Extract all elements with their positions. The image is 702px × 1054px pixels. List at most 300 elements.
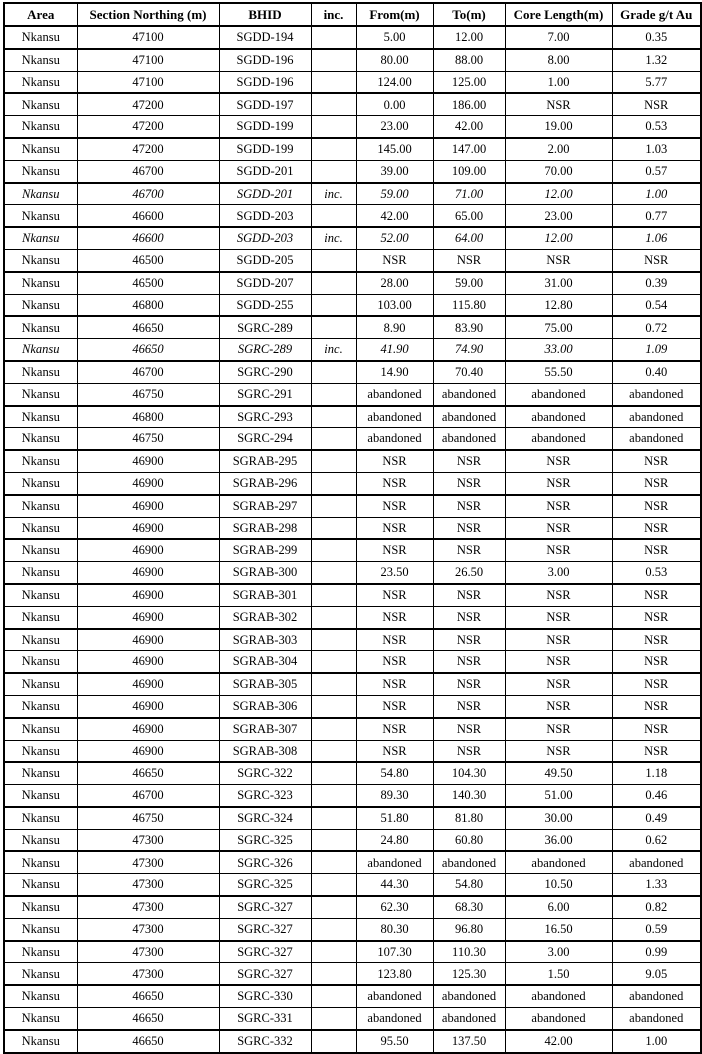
cell-bhid: SGRAB-307 [219, 718, 311, 740]
cell-from: 39.00 [356, 160, 433, 182]
cell-grade: 5.77 [612, 71, 701, 93]
cell-inc [311, 740, 356, 762]
table-row [4, 918, 701, 940]
cell-from: 28.00 [356, 272, 433, 294]
cell-inc [311, 851, 356, 873]
cell-from: 123.80 [356, 963, 433, 985]
cell-northing: 46650 [77, 1030, 219, 1053]
cell-from: 42.00 [356, 205, 433, 227]
cell-inc [311, 495, 356, 517]
cell-inc [311, 918, 356, 940]
cell-to: NSR [433, 472, 505, 494]
cell-area: Nkansu [4, 762, 77, 784]
cell-bhid: SGDD-207 [219, 272, 311, 294]
cell-bhid: SGRAB-300 [219, 562, 311, 584]
cell-northing: 46500 [77, 272, 219, 294]
cell-to: 96.80 [433, 918, 505, 940]
cell-inc [311, 316, 356, 338]
cell-core_length: NSR [505, 606, 612, 628]
table-row [4, 450, 701, 472]
cell-from: 8.90 [356, 316, 433, 338]
cell-bhid: SGRAB-301 [219, 584, 311, 606]
cell-to: abandoned [433, 428, 505, 450]
cell-inc [311, 651, 356, 673]
cell-area: Nkansu [4, 316, 77, 338]
cell-northing: 46700 [77, 361, 219, 383]
cell-inc [311, 272, 356, 294]
cell-northing: 46600 [77, 205, 219, 227]
cell-from: NSR [356, 629, 433, 651]
cell-northing: 46800 [77, 406, 219, 428]
cell-inc [311, 71, 356, 93]
cell-inc [311, 539, 356, 561]
cell-grade: 0.39 [612, 272, 701, 294]
cell-grade: 0.82 [612, 896, 701, 918]
cell-core_length: 70.00 [505, 160, 612, 182]
cell-to: 70.40 [433, 361, 505, 383]
cell-to: NSR [433, 740, 505, 762]
cell-to: 26.50 [433, 562, 505, 584]
cell-northing: 47300 [77, 896, 219, 918]
cell-grade: NSR [612, 740, 701, 762]
cell-inc [311, 138, 356, 160]
cell-inc [311, 562, 356, 584]
cell-to: 83.90 [433, 316, 505, 338]
cell-core_length: 12.00 [505, 227, 612, 249]
cell-northing: 46900 [77, 629, 219, 651]
table-row [4, 785, 701, 807]
cell-to: 125.00 [433, 71, 505, 93]
cell-grade: 1.18 [612, 762, 701, 784]
cell-bhid: SGRAB-304 [219, 651, 311, 673]
cell-from: NSR [356, 651, 433, 673]
cell-to: 109.00 [433, 160, 505, 182]
cell-core_length: NSR [505, 472, 612, 494]
cell-inc [311, 584, 356, 606]
cell-from: 44.30 [356, 874, 433, 896]
cell-core_length: 7.00 [505, 26, 612, 49]
cell-grade: NSR [612, 517, 701, 539]
cell-core_length: 33.00 [505, 339, 612, 361]
cell-core_length: NSR [505, 93, 612, 115]
cell-from: 14.90 [356, 361, 433, 383]
cell-northing: 46750 [77, 428, 219, 450]
table-row [4, 673, 701, 695]
cell-to: NSR [433, 695, 505, 717]
cell-northing: 47100 [77, 71, 219, 93]
cell-from: abandoned [356, 406, 433, 428]
cell-to: NSR [433, 450, 505, 472]
table-row [4, 361, 701, 383]
cell-grade: 1.09 [612, 339, 701, 361]
cell-area: Nkansu [4, 1030, 77, 1053]
cell-to: abandoned [433, 851, 505, 873]
cell-northing: 47300 [77, 829, 219, 851]
cell-area: Nkansu [4, 629, 77, 651]
cell-area: Nkansu [4, 851, 77, 873]
cell-bhid: SGRC-330 [219, 985, 311, 1007]
cell-grade: 1.33 [612, 874, 701, 896]
cell-area: Nkansu [4, 896, 77, 918]
cell-inc [311, 874, 356, 896]
cell-northing: 46650 [77, 762, 219, 784]
cell-grade: 0.53 [612, 562, 701, 584]
cell-northing: 46750 [77, 383, 219, 405]
cell-from: 89.30 [356, 785, 433, 807]
cell-bhid: SGRC-322 [219, 762, 311, 784]
cell-to: NSR [433, 629, 505, 651]
cell-area: Nkansu [4, 829, 77, 851]
cell-to: 81.80 [433, 807, 505, 829]
cell-inc [311, 26, 356, 49]
cell-northing: 46900 [77, 539, 219, 561]
cell-grade: abandoned [612, 428, 701, 450]
cell-core_length: 3.00 [505, 941, 612, 963]
cell-from: 41.90 [356, 339, 433, 361]
cell-grade: 0.62 [612, 829, 701, 851]
table-row [4, 383, 701, 405]
cell-bhid: SGRC-327 [219, 941, 311, 963]
table-row [4, 49, 701, 71]
cell-to: 137.50 [433, 1030, 505, 1053]
cell-bhid: SGDD-201 [219, 160, 311, 182]
cell-area: Nkansu [4, 227, 77, 249]
cell-northing: 47100 [77, 26, 219, 49]
cell-core_length: 75.00 [505, 316, 612, 338]
table-row [4, 807, 701, 829]
cell-grade: NSR [612, 651, 701, 673]
cell-core_length: NSR [505, 495, 612, 517]
table-row [4, 562, 701, 584]
cell-area: Nkansu [4, 985, 77, 1007]
table-row [4, 183, 701, 205]
table-header [4, 3, 701, 26]
cell-bhid: SGRC-323 [219, 785, 311, 807]
cell-inc [311, 294, 356, 316]
table-row [4, 539, 701, 561]
cell-core_length: NSR [505, 450, 612, 472]
cell-to: abandoned [433, 406, 505, 428]
cell-bhid: SGRAB-303 [219, 629, 311, 651]
cell-grade: 1.32 [612, 49, 701, 71]
cell-core_length: abandoned [505, 985, 612, 1007]
cell-northing: 46650 [77, 316, 219, 338]
cell-area: Nkansu [4, 26, 77, 49]
cell-northing: 46900 [77, 517, 219, 539]
cell-bhid: SGRAB-296 [219, 472, 311, 494]
cell-to: NSR [433, 539, 505, 561]
cell-area: Nkansu [4, 361, 77, 383]
cell-bhid: SGDD-255 [219, 294, 311, 316]
cell-grade: 0.99 [612, 941, 701, 963]
cell-to: 42.00 [433, 116, 505, 138]
cell-area: Nkansu [4, 138, 77, 160]
cell-inc [311, 517, 356, 539]
table-row [4, 941, 701, 963]
cell-grade: NSR [612, 584, 701, 606]
cell-core_length: abandoned [505, 406, 612, 428]
table-row [4, 272, 701, 294]
cell-inc [311, 450, 356, 472]
cell-area: Nkansu [4, 49, 77, 71]
table-row [4, 428, 701, 450]
table-row [4, 851, 701, 873]
cell-bhid: SGRC-332 [219, 1030, 311, 1053]
cell-bhid: SGDD-199 [219, 116, 311, 138]
cell-from: NSR [356, 539, 433, 561]
cell-area: Nkansu [4, 517, 77, 539]
cell-inc [311, 406, 356, 428]
cell-inc [311, 383, 356, 405]
cell-grade: 1.00 [612, 183, 701, 205]
cell-grade: abandoned [612, 1008, 701, 1030]
cell-northing: 46700 [77, 785, 219, 807]
cell-northing: 46700 [77, 183, 219, 205]
cell-to: abandoned [433, 383, 505, 405]
cell-bhid: SGRAB-295 [219, 450, 311, 472]
cell-from: 52.00 [356, 227, 433, 249]
table-row [4, 1030, 701, 1053]
cell-inc [311, 718, 356, 740]
table-row [4, 316, 701, 338]
cell-from: 103.00 [356, 294, 433, 316]
cell-inc [311, 985, 356, 1007]
cell-inc [311, 963, 356, 985]
cell-bhid: SGRAB-306 [219, 695, 311, 717]
cell-grade: NSR [612, 249, 701, 271]
cell-bhid: SGDD-196 [219, 49, 311, 71]
cell-area: Nkansu [4, 71, 77, 93]
cell-northing: 46900 [77, 606, 219, 628]
cell-from: abandoned [356, 851, 433, 873]
table-header-row [4, 3, 701, 26]
cell-inc [311, 807, 356, 829]
cell-bhid: SGDD-201 [219, 183, 311, 205]
table-row [4, 762, 701, 784]
cell-northing: 46750 [77, 807, 219, 829]
cell-bhid: SGRAB-305 [219, 673, 311, 695]
cell-grade: 1.03 [612, 138, 701, 160]
cell-northing: 46900 [77, 740, 219, 762]
cell-from: 107.30 [356, 941, 433, 963]
cell-to: NSR [433, 249, 505, 271]
cell-grade: 0.54 [612, 294, 701, 316]
column-header-inc: inc. [311, 3, 356, 26]
cell-inc [311, 160, 356, 182]
cell-northing: 46650 [77, 985, 219, 1007]
cell-northing: 47300 [77, 963, 219, 985]
cell-core_length: NSR [505, 584, 612, 606]
cell-core_length: abandoned [505, 1008, 612, 1030]
cell-core_length: 49.50 [505, 762, 612, 784]
table-row [4, 294, 701, 316]
cell-bhid: SGRC-291 [219, 383, 311, 405]
table-row [4, 985, 701, 1007]
cell-to: 104.30 [433, 762, 505, 784]
cell-to: 65.00 [433, 205, 505, 227]
table-row [4, 829, 701, 851]
cell-inc [311, 762, 356, 784]
cell-area: Nkansu [4, 450, 77, 472]
cell-northing: 46700 [77, 160, 219, 182]
cell-grade: 0.40 [612, 361, 701, 383]
cell-core_length: 55.50 [505, 361, 612, 383]
cell-core_length: 3.00 [505, 562, 612, 584]
cell-core_length: abandoned [505, 428, 612, 450]
table-row [4, 517, 701, 539]
cell-northing: 46900 [77, 584, 219, 606]
cell-inc [311, 428, 356, 450]
cell-inc [311, 629, 356, 651]
cell-grade: 1.06 [612, 227, 701, 249]
cell-from: 23.00 [356, 116, 433, 138]
cell-inc [311, 1030, 356, 1053]
cell-area: Nkansu [4, 272, 77, 294]
cell-to: 12.00 [433, 26, 505, 49]
cell-to: 71.00 [433, 183, 505, 205]
cell-northing: 46900 [77, 673, 219, 695]
cell-core_length: 23.00 [505, 205, 612, 227]
drill-results-table [3, 2, 702, 1054]
cell-from: abandoned [356, 383, 433, 405]
table-row [4, 249, 701, 271]
cell-northing: 47200 [77, 93, 219, 115]
cell-grade: 1.00 [612, 1030, 701, 1053]
cell-area: Nkansu [4, 428, 77, 450]
cell-bhid: SGRAB-298 [219, 517, 311, 539]
cell-inc [311, 941, 356, 963]
cell-bhid: SGDD-203 [219, 227, 311, 249]
cell-grade: 0.77 [612, 205, 701, 227]
cell-core_length: NSR [505, 673, 612, 695]
cell-from: NSR [356, 673, 433, 695]
cell-northing: 47200 [77, 116, 219, 138]
cell-grade: 0.35 [612, 26, 701, 49]
cell-from: 145.00 [356, 138, 433, 160]
cell-grade: NSR [612, 718, 701, 740]
cell-bhid: SGDD-196 [219, 71, 311, 93]
column-header-northing: Section Northing (m) [77, 3, 219, 26]
cell-inc [311, 116, 356, 138]
cell-area: Nkansu [4, 785, 77, 807]
cell-northing: 46900 [77, 695, 219, 717]
cell-grade: abandoned [612, 851, 701, 873]
cell-area: Nkansu [4, 584, 77, 606]
cell-to: NSR [433, 651, 505, 673]
cell-core_length: 2.00 [505, 138, 612, 160]
cell-grade: NSR [612, 472, 701, 494]
cell-to: 115.80 [433, 294, 505, 316]
table-row [4, 963, 701, 985]
cell-core_length: 42.00 [505, 1030, 612, 1053]
table-row [4, 896, 701, 918]
cell-from: 24.80 [356, 829, 433, 851]
cell-to: NSR [433, 606, 505, 628]
cell-bhid: SGRC-293 [219, 406, 311, 428]
cell-core_length: NSR [505, 249, 612, 271]
table-body [4, 26, 701, 1053]
cell-to: 88.00 [433, 49, 505, 71]
cell-core_length: 16.50 [505, 918, 612, 940]
cell-to: NSR [433, 495, 505, 517]
cell-from: 62.30 [356, 896, 433, 918]
cell-from: abandoned [356, 985, 433, 1007]
cell-area: Nkansu [4, 874, 77, 896]
table-row [4, 651, 701, 673]
cell-from: abandoned [356, 428, 433, 450]
table-row [4, 874, 701, 896]
cell-core_length: NSR [505, 651, 612, 673]
cell-to: 74.90 [433, 339, 505, 361]
cell-to: 54.80 [433, 874, 505, 896]
cell-grade: 0.53 [612, 116, 701, 138]
cell-grade: 0.72 [612, 316, 701, 338]
cell-from: NSR [356, 249, 433, 271]
cell-core_length: 36.00 [505, 829, 612, 851]
cell-from: NSR [356, 718, 433, 740]
table-row [4, 339, 701, 361]
cell-area: Nkansu [4, 941, 77, 963]
cell-to: 125.30 [433, 963, 505, 985]
cell-core_length: abandoned [505, 383, 612, 405]
cell-area: Nkansu [4, 249, 77, 271]
column-header-bhid: BHID [219, 3, 311, 26]
cell-from: 124.00 [356, 71, 433, 93]
cell-inc [311, 829, 356, 851]
cell-inc [311, 93, 356, 115]
cell-area: Nkansu [4, 294, 77, 316]
cell-core_length: 12.00 [505, 183, 612, 205]
cell-from: NSR [356, 517, 433, 539]
cell-bhid: SGDD-194 [219, 26, 311, 49]
cell-grade: abandoned [612, 406, 701, 428]
cell-northing: 46800 [77, 294, 219, 316]
cell-from: NSR [356, 606, 433, 628]
cell-bhid: SGRC-289 [219, 316, 311, 338]
cell-area: Nkansu [4, 562, 77, 584]
cell-area: Nkansu [4, 673, 77, 695]
cell-from: NSR [356, 495, 433, 517]
cell-area: Nkansu [4, 495, 77, 517]
cell-northing: 47300 [77, 918, 219, 940]
cell-from: NSR [356, 472, 433, 494]
cell-inc [311, 1008, 356, 1030]
cell-to: 186.00 [433, 93, 505, 115]
cell-core_length: abandoned [505, 851, 612, 873]
cell-area: Nkansu [4, 406, 77, 428]
cell-bhid: SGRC-289 [219, 339, 311, 361]
table-row [4, 116, 701, 138]
cell-core_length: 6.00 [505, 896, 612, 918]
cell-core_length: NSR [505, 517, 612, 539]
cell-bhid: SGRC-327 [219, 918, 311, 940]
cell-area: Nkansu [4, 718, 77, 740]
cell-northing: 46650 [77, 1008, 219, 1030]
cell-inc [311, 673, 356, 695]
cell-area: Nkansu [4, 472, 77, 494]
cell-from: 54.80 [356, 762, 433, 784]
cell-to: 59.00 [433, 272, 505, 294]
cell-from: 51.80 [356, 807, 433, 829]
cell-area: Nkansu [4, 205, 77, 227]
cell-area: Nkansu [4, 339, 77, 361]
cell-to: 68.30 [433, 896, 505, 918]
column-header-from: From(m) [356, 3, 433, 26]
cell-core_length: 19.00 [505, 116, 612, 138]
table-row [4, 606, 701, 628]
table-row [4, 740, 701, 762]
cell-bhid: SGRC-294 [219, 428, 311, 450]
